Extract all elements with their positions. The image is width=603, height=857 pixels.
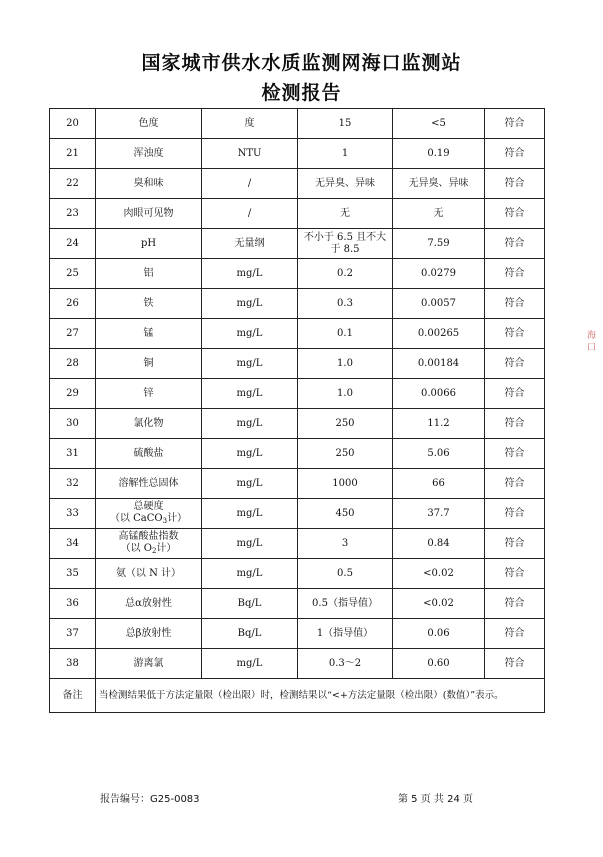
report-number: 报告编号：G25-0083 [100, 794, 200, 805]
row-limit: 0.3～2 [298, 649, 393, 679]
row-result: 5.06 [393, 439, 485, 469]
org-title: 国家城市供水水质监测网海口监测站 [141, 52, 462, 74]
row-item: 游离氯 [96, 649, 202, 679]
row-verdict: 符合 [485, 469, 545, 499]
row-unit: mg/L [202, 439, 298, 469]
row-result: 11.2 [393, 409, 485, 439]
row-no: 28 [50, 349, 96, 379]
row-verdict: 符合 [485, 439, 545, 469]
row-limit: 0.5（指导值） [298, 589, 393, 619]
item-line-post: 计） [156, 542, 177, 554]
row-verdict: 符合 [485, 229, 545, 259]
row-limit: 450 [298, 499, 393, 529]
row-verdict: 符合 [485, 649, 545, 679]
row-verdict: 符合 [485, 169, 545, 199]
row-verdict: 符合 [485, 289, 545, 319]
item-line-pre: （以 CaCO [109, 512, 163, 524]
table-row [50, 289, 545, 319]
row-no: 22 [50, 169, 96, 199]
row-item: 总α放射性 [96, 589, 202, 619]
row-limit: 15 [298, 109, 393, 139]
row-item: 氨（以 N 计） [96, 559, 202, 589]
row-unit: Bq/L [202, 619, 298, 649]
row-limit: 0.3 [298, 289, 393, 319]
table-row [50, 229, 545, 259]
table-row [50, 349, 545, 379]
row-result: 0.19 [393, 139, 485, 169]
row-no: 25 [50, 259, 96, 289]
row-no: 38 [50, 649, 96, 679]
row-item: 溶解性总固体 [96, 469, 202, 499]
row-no: 31 [50, 439, 96, 469]
report-title: 检测报告 [261, 82, 342, 104]
item-subscript: 3 [162, 516, 168, 525]
row-item: 铝 [96, 259, 202, 289]
row-result: 37.7 [393, 499, 485, 529]
row-no: 37 [50, 619, 96, 649]
item-line-post: 计） [167, 512, 188, 524]
row-result: 66 [393, 469, 485, 499]
row-result: 0.60 [393, 649, 485, 679]
row-item: 色度 [96, 109, 202, 139]
row-item: 铜 [96, 349, 202, 379]
row-result: 0.00184 [393, 349, 485, 379]
row-result: 无异臭、异味 [393, 169, 485, 199]
page-number: 第 5 页 共 24 页 [398, 794, 473, 805]
row-item: 总β放射性 [96, 619, 202, 649]
row-verdict: 符合 [485, 499, 545, 529]
row-limit: 无 [298, 199, 393, 229]
row-limit: 1.0 [298, 379, 393, 409]
row-result: <0.02 [393, 589, 485, 619]
row-verdict: 符合 [485, 409, 545, 439]
table-row [50, 589, 545, 619]
row-result: 0.06 [393, 619, 485, 649]
row-result: 0.00265 [393, 319, 485, 349]
row-no: 30 [50, 409, 96, 439]
row-unit: mg/L [202, 559, 298, 589]
row-unit: / [202, 169, 298, 199]
row-no: 33 [50, 499, 96, 529]
row-item: 肉眼可见物 [96, 199, 202, 229]
row-unit: mg/L [202, 469, 298, 499]
row-no: 29 [50, 379, 96, 409]
row-limit: 1.0 [298, 349, 393, 379]
row-no: 32 [50, 469, 96, 499]
row-no: 35 [50, 559, 96, 589]
results-table [49, 108, 545, 713]
row-unit: 度 [202, 109, 298, 139]
row-result: 0.84 [393, 529, 485, 559]
row-unit: NTU [202, 139, 298, 169]
table-row [50, 139, 545, 169]
row-no: 36 [50, 589, 96, 619]
table-row [50, 319, 545, 349]
row-unit: mg/L [202, 379, 298, 409]
table-row [50, 259, 545, 289]
row-no: 34 [50, 529, 96, 559]
notes-text: 当检测结果低于方法定量限（检出限）时，检测结果以“<+方法定量限（检出限）(数值）”表示。 [96, 679, 545, 713]
row-result: 0.0279 [393, 259, 485, 289]
row-verdict: 符合 [485, 529, 545, 559]
row-item: 浑浊度 [96, 139, 202, 169]
row-result: 无 [393, 199, 485, 229]
row-unit: mg/L [202, 289, 298, 319]
row-result: <5 [393, 109, 485, 139]
table-row [50, 469, 545, 499]
row-result: 0.0066 [393, 379, 485, 409]
row-no: 24 [50, 229, 96, 259]
row-limit: 无异臭、异味 [298, 169, 393, 199]
table-row [50, 109, 545, 139]
limit-line: 于 8.5 [330, 243, 360, 255]
item-line-pre: （以 O [120, 542, 152, 554]
row-limit: 250 [298, 409, 393, 439]
seal-stamp: 海口 [587, 331, 597, 353]
row-item: 氯化物 [96, 409, 202, 439]
row-no: 27 [50, 319, 96, 349]
row-limit: 3 [298, 529, 393, 559]
notes-row [50, 679, 545, 713]
row-no: 23 [50, 199, 96, 229]
table-row [50, 379, 545, 409]
table-row [50, 439, 545, 469]
row-unit: mg/L [202, 529, 298, 559]
row-verdict: 符合 [485, 589, 545, 619]
row-unit: / [202, 199, 298, 229]
table-row [50, 649, 545, 679]
row-no: 20 [50, 109, 96, 139]
row-result: 7.59 [393, 229, 485, 259]
row-unit: Bq/L [202, 589, 298, 619]
row-limit: 1（指导值） [298, 619, 393, 649]
row-item: 锰 [96, 319, 202, 349]
table-row [50, 529, 545, 559]
row-verdict: 符合 [485, 199, 545, 229]
limit-line: 不小于 6.5 且不大 [303, 231, 387, 243]
row-unit: mg/L [202, 259, 298, 289]
row-verdict: 符合 [485, 559, 545, 589]
item-line: 总硬度 [133, 500, 164, 512]
table-row [50, 409, 545, 439]
row-verdict: 符合 [485, 379, 545, 409]
row-no: 26 [50, 289, 96, 319]
row-item: 硫酸盐 [96, 439, 202, 469]
notes-label: 备注 [50, 679, 96, 713]
row-verdict: 符合 [485, 259, 545, 289]
row-verdict: 符合 [485, 349, 545, 379]
table-row [50, 619, 545, 649]
row-item: pH [96, 229, 202, 259]
row-limit: 1000 [298, 469, 393, 499]
row-limit: 0.1 [298, 319, 393, 349]
row-verdict: 符合 [485, 109, 545, 139]
row-unit: mg/L [202, 409, 298, 439]
row-item: 锌 [96, 379, 202, 409]
row-unit: 无量纲 [202, 229, 298, 259]
row-verdict: 符合 [485, 619, 545, 649]
table-row [50, 559, 545, 589]
row-item: 臭和味 [96, 169, 202, 199]
row-limit [298, 229, 393, 259]
row-unit: mg/L [202, 499, 298, 529]
row-limit: 0.5 [298, 559, 393, 589]
row-limit: 1 [298, 139, 393, 169]
row-verdict: 符合 [485, 319, 545, 349]
row-item: 铁 [96, 289, 202, 319]
row-result: 0.0057 [393, 289, 485, 319]
row-result: <0.02 [393, 559, 485, 589]
row-no: 21 [50, 139, 96, 169]
row-verdict: 符合 [485, 139, 545, 169]
row-unit: mg/L [202, 349, 298, 379]
row-limit: 0.2 [298, 259, 393, 289]
row-unit: mg/L [202, 649, 298, 679]
table-row [50, 199, 545, 229]
row-unit: mg/L [202, 319, 298, 349]
row-item [96, 529, 202, 559]
item-subscript: 2 [151, 546, 157, 555]
table-row [50, 169, 545, 199]
table-row [50, 499, 545, 529]
row-limit: 250 [298, 439, 393, 469]
row-item [96, 499, 202, 529]
item-line: 高锰酸盐指数 [118, 530, 179, 542]
